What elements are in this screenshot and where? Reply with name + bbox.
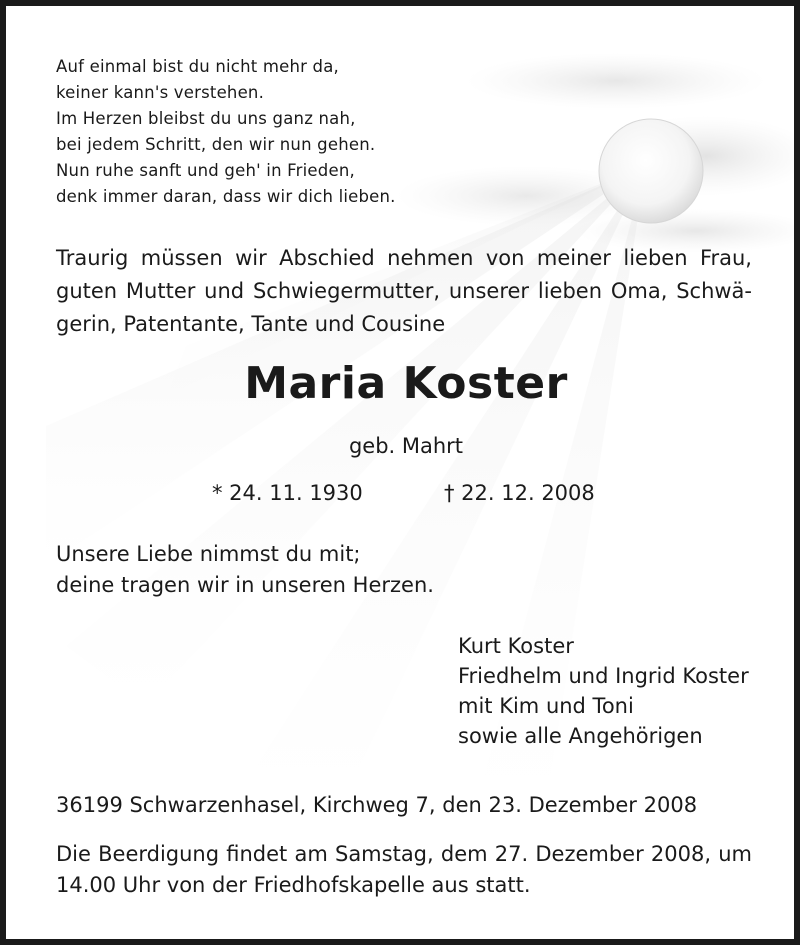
mourner: Kurt Koster (458, 634, 574, 658)
clouds (396, 53, 800, 253)
mourner: mit Kim und Toni (458, 694, 634, 718)
intro-line: Traurig müssen wir Abschied nehmen von meiner lieben Frau, (56, 246, 752, 270)
quote-line: deine tragen wir in unseren Herzen. (56, 573, 434, 597)
poem-line: denk immer daran, dass wir dich lieben. (56, 187, 396, 206)
mourners-list (458, 631, 749, 751)
poem-line: Nun ruhe sanft und geh' in Frieden, (56, 161, 355, 180)
poem-line: Im Herzen bleibst du uns ganz nah, (56, 109, 356, 128)
quote (56, 539, 434, 601)
poem (56, 54, 396, 210)
intro-line: guten Mutter und Schwiegermutter, unserer lieben Oma, Schwä- (56, 279, 752, 303)
funeral-info (56, 839, 752, 901)
deceased-name: Maria Koster (244, 358, 568, 409)
sun-icon (599, 119, 703, 223)
funeral-line: Die Beerdigung findet am Samstag, dem 27. Dezember 2008, um (56, 842, 752, 866)
funeral-line: 14.00 Uhr von der Friedhofskapelle aus statt. (56, 873, 531, 897)
poem-line: keiner kann's verstehen. (56, 83, 265, 102)
mourner: sowie alle Angehörigen (458, 724, 703, 748)
quote-line: Unsere Liebe nimmst du mit; (56, 542, 361, 566)
intro-text (56, 242, 752, 341)
death-date: † 22. 12. 2008 (444, 481, 595, 505)
poem-line: bei jedem Schritt, den wir nun gehen. (56, 135, 376, 154)
mourner: Friedhelm und Ingrid Koster (458, 664, 749, 688)
poem-line: Auf einmal bist du nicht mehr da, (56, 57, 339, 76)
intro-line: gerin, Patentante, Tante und Cousine (56, 312, 446, 336)
birth-name: geb. Mahrt (348, 434, 464, 458)
place-and-date: 36199 Schwarzenhasel, Kirchweg 7, den 23. Dezember 2008 (56, 793, 698, 817)
birth-date: * 24. 11. 1930 (212, 481, 363, 505)
